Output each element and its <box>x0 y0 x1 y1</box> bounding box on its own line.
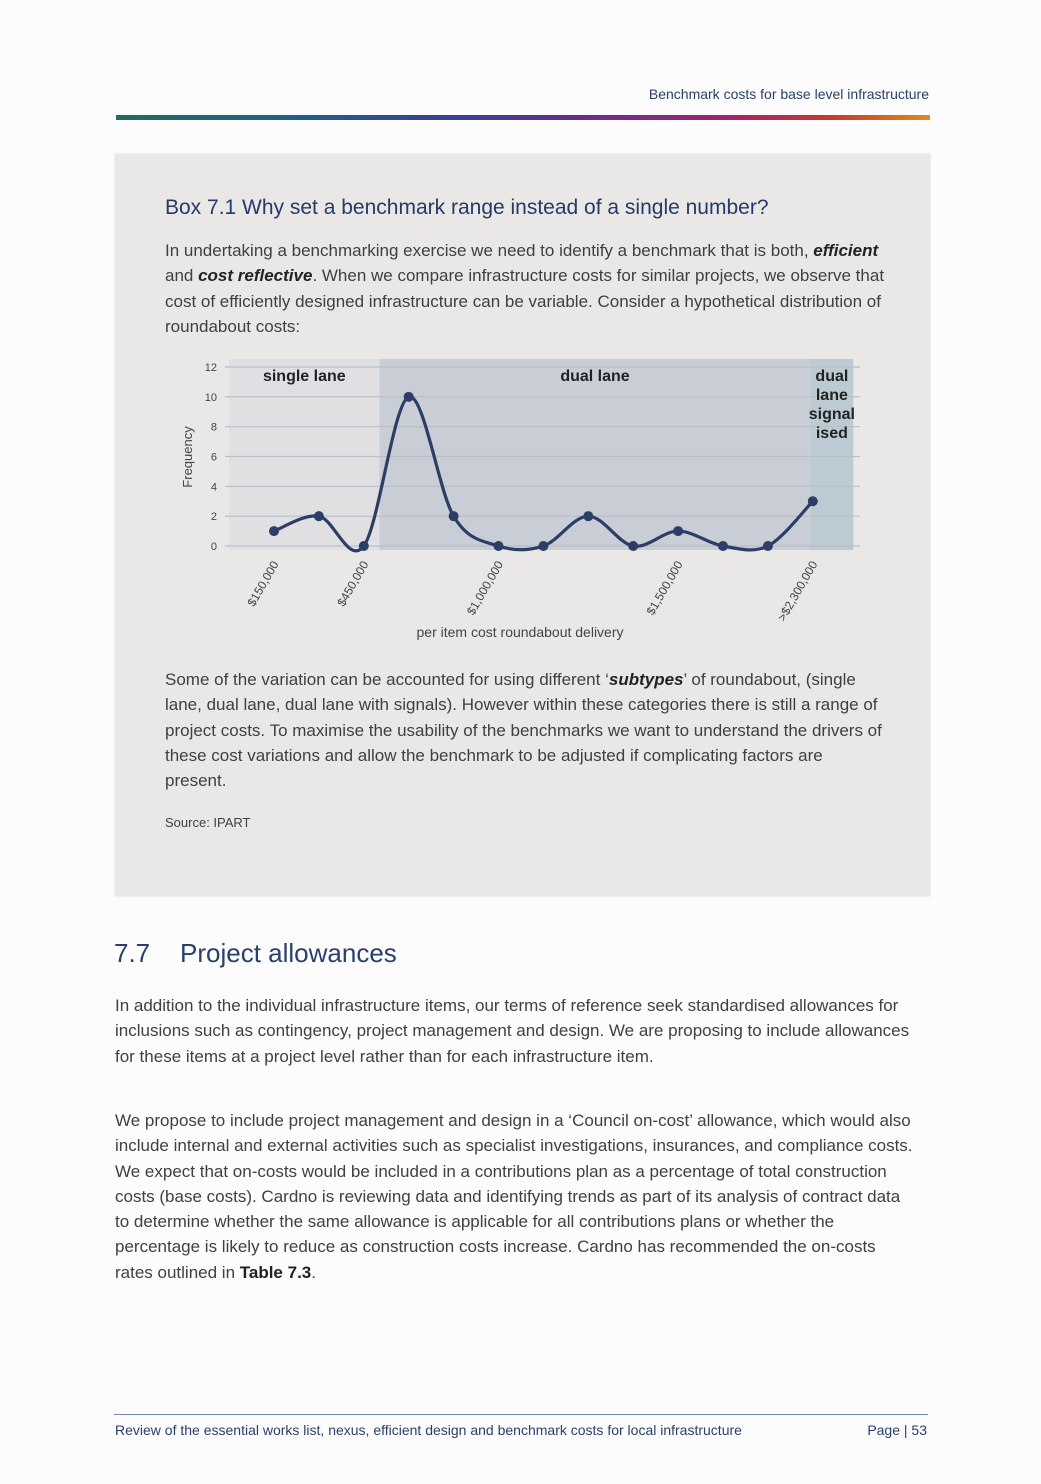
running-header: Benchmark costs for base level infrastructure <box>648 86 929 102</box>
chart-svg <box>170 349 880 649</box>
data-point <box>404 392 414 402</box>
data-point <box>718 541 728 551</box>
data-point <box>583 511 593 521</box>
data-point <box>808 496 818 506</box>
box-7-1 <box>115 154 930 896</box>
x-tick-label: $150,000 <box>244 558 282 609</box>
header-rule <box>116 115 930 120</box>
x-tick-label: $1,000,000 <box>463 558 507 618</box>
x-tick-label: $450,000 <box>334 558 372 609</box>
region-1 <box>380 359 811 550</box>
footer-title: Review of the essential works list, nexus, efficient design and benchmark costs for local infrastructure <box>115 1422 742 1438</box>
x-axis-label: per item cost roundabout delivery <box>416 624 624 640</box>
region-0 <box>229 359 379 550</box>
footer-rule <box>114 1414 928 1415</box>
page-number: Page | 53 <box>867 1422 927 1438</box>
table-reference: Table 7.3 <box>239 1262 312 1282</box>
region-label: lane <box>815 387 848 404</box>
y-tick-label: 0 <box>210 541 217 553</box>
data-point <box>538 541 548 551</box>
roundabout-cost-chart <box>170 349 880 649</box>
section-heading <box>114 938 397 969</box>
paragraph-1: In addition to the individual infrastructure items, our terms of reference seek standardised allowances for inclusions such as contingency, project management and design. We are proposing to include allowances for these items at a project level rather than for each infrastructure item. <box>115 996 910 1066</box>
y-axis-label: Frequency <box>180 426 195 488</box>
y-tick-label: 8 <box>210 421 217 434</box>
data-point <box>269 526 279 536</box>
y-tick-label: 4 <box>210 481 217 494</box>
y-tick-label: 10 <box>204 391 217 404</box>
section-title: Project allowances <box>180 938 397 968</box>
data-point <box>314 511 324 521</box>
box-title: Box 7.1 Why set a benchmark range instead of a single number? <box>165 196 769 219</box>
box-intro-paragraph: In undertaking a benchmarking exercise we need to identify a benchmark that is both, efficient and cost reflective. When we compare infrastructure costs for similar projects, we observe that cost of efficiently designed infrastructure can be variable. Consider a hypothetical distribution of roundabout costs: <box>165 241 885 336</box>
section-number: 7.7 <box>114 938 151 968</box>
data-point <box>359 541 369 551</box>
region-label: ised <box>815 425 848 442</box>
region-label: single lane <box>262 368 346 385</box>
y-tick-label: 2 <box>210 511 217 524</box>
box-source: Source: IPART <box>165 815 251 830</box>
region-label: dual <box>815 368 849 385</box>
y-tick-label: 12 <box>204 362 217 374</box>
data-point <box>763 541 773 551</box>
region-label: dual lane <box>560 368 630 385</box>
data-point <box>494 541 504 551</box>
box-after-paragraph: Some of the variation can be accounted for using different ‘subtypes’ of roundabout, (single lane, dual lane, dual lane with signals). However within these categories there is still a range of project costs. To maximise the usability of the benchmarks we want to understand the drivers of these cost variations and allow the benchmark to be adjusted if complicating factors are present. <box>165 670 882 791</box>
data-point <box>673 526 683 536</box>
x-tick-label: >$2,300,000 <box>774 558 821 624</box>
paragraph-2: We propose to include project management and design in a ‘Council on-cost’ allowance, which would also include internal and external activities such as specialist investigations, insurances, and compliance costs. We expect that on-costs would be included in a contributions plan as a percentage of total construction costs (base costs). Cardno is reviewing data and identifying trends as part of its analysis of contract data to determine whether the same allowance is applicable for all contributions plans or whether the percentage is likely to reduce as construction costs increase. Cardno has recommended the on-costs rates outlined in Table 7.3. <box>115 1111 913 1282</box>
data-point <box>449 511 459 521</box>
x-tick-label: $1,500,000 <box>643 558 686 618</box>
data-point <box>628 541 638 551</box>
y-tick-label: 6 <box>210 451 217 464</box>
region-label: signal <box>808 406 855 423</box>
